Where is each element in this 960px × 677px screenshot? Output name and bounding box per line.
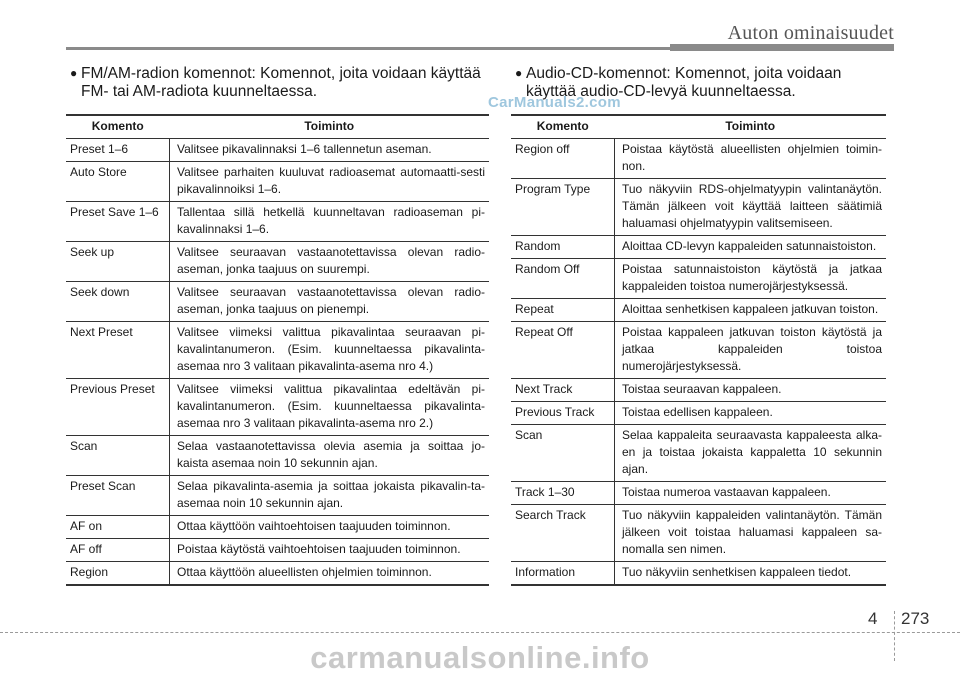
table-row xyxy=(66,282,489,322)
command-cell: Previous Preset xyxy=(66,379,170,436)
command-cell: Seek down xyxy=(66,282,170,322)
function-cell: Valitsee seuraavan vastaanotettavissa olevan radio-aseman, jonka taajuus on pienempi. xyxy=(170,282,490,322)
table-header-row xyxy=(66,115,489,139)
table-row xyxy=(66,436,489,476)
table-row xyxy=(511,139,886,179)
audio-cd-table-body xyxy=(511,139,886,586)
command-cell: Preset Scan xyxy=(66,476,170,516)
audio-cd-commands-section xyxy=(511,64,886,586)
audio-cd-intro xyxy=(511,64,886,114)
command-cell: Information xyxy=(511,562,615,586)
function-cell: Toistaa seuraavan kappaleen. xyxy=(615,379,887,402)
function-cell: Valitsee viimeksi valittua pikavalintaa seuraavan pi-kavalintanumeron. (Esim. kuunneltaessa pikavalinta-asemaa nro 3 valitaan pikavalinta-asema nro 4.) xyxy=(170,322,490,379)
function-cell: Valitsee pikavalinnaksi 1–6 tallennetun aseman. xyxy=(170,139,490,162)
command-cell: Region xyxy=(66,562,170,586)
table-row xyxy=(66,322,489,379)
table-row xyxy=(66,476,489,516)
table-row xyxy=(511,179,886,236)
site-footer-watermark: carmanualsonline.info xyxy=(310,640,650,675)
command-cell: Repeat xyxy=(511,299,615,322)
column-header-command: Komento xyxy=(66,115,170,139)
table-row xyxy=(511,322,886,379)
command-cell: Search Track xyxy=(511,505,615,562)
chapter-number: 4 xyxy=(868,609,878,628)
audio-cd-commands-table xyxy=(511,114,886,586)
page-number: 273 xyxy=(901,609,930,628)
fm-am-commands-section xyxy=(66,64,489,586)
table-row xyxy=(511,236,886,259)
bullet-icon: ● xyxy=(70,66,78,80)
fm-am-table-body xyxy=(66,139,489,586)
table-header-row xyxy=(511,115,886,139)
header-rule-accent xyxy=(670,44,894,51)
function-cell: Selaa kappaleita seuraavasta kappaleesta alka-en ja toistaa jokaista kappaletta 10 sekunnin ajan. xyxy=(615,425,887,482)
function-cell: Selaa vastaanotettavissa olevia asemia ja soittaa jo-kaista asemaa noin 10 sekunnin ajan. xyxy=(170,436,490,476)
function-cell: Poistaa kappaleen jatkuvan toiston käytöstä ja jatkaa kappaleiden toistoa numerojärjestyksessä. xyxy=(615,322,887,379)
table-row xyxy=(66,516,489,539)
command-cell: Auto Store xyxy=(66,162,170,202)
table-row xyxy=(66,562,489,586)
column-header-function: Toiminto xyxy=(615,115,887,139)
table-row xyxy=(511,402,886,425)
command-cell: Next Track xyxy=(511,379,615,402)
command-cell: Preset Save 1–6 xyxy=(66,202,170,242)
command-cell: Random Off xyxy=(511,259,615,299)
command-cell: Random xyxy=(511,236,615,259)
table-row xyxy=(511,562,886,586)
function-cell: Valitsee parhaiten kuuluvat radioasemat automaatti-sesti pikavalinnoiksi 1–6. xyxy=(170,162,490,202)
table-row xyxy=(511,299,886,322)
table-row xyxy=(66,139,489,162)
command-cell: Program Type xyxy=(511,179,615,236)
table-row xyxy=(511,425,886,482)
command-cell: AF off xyxy=(66,539,170,562)
column-header-function: Toiminto xyxy=(170,115,490,139)
fm-am-intro xyxy=(66,64,489,114)
command-cell: Next Preset xyxy=(66,322,170,379)
function-cell: Toistaa edellisen kappaleen. xyxy=(615,402,887,425)
command-cell: Preset 1–6 xyxy=(66,139,170,162)
column-header-command: Komento xyxy=(511,115,615,139)
command-cell: AF on xyxy=(66,516,170,539)
function-cell: Tuo näkyviin senhetkisen kappaleen tiedot. xyxy=(615,562,887,586)
fm-am-intro-text: FM/AM-radion komennot: Komennot, joita voidaan käyttää FM- tai AM-radiota kuunneltaessa. xyxy=(81,65,481,100)
bullet-icon: ● xyxy=(515,66,523,80)
watermark-text: CarManuals2.com xyxy=(488,94,621,111)
function-cell: Valitsee seuraavan vastaanotettavissa olevan radio-aseman, jonka taajuus on suurempi. xyxy=(170,242,490,282)
function-cell: Aloittaa senhetkisen kappaleen jatkuvan toiston. xyxy=(615,299,887,322)
function-cell: Poistaa käytöstä alueellisten ohjelmien toimin-non. xyxy=(615,139,887,179)
function-cell: Poistaa käytöstä vaihtoehtoisen taajuuden toiminnon. xyxy=(170,539,490,562)
table-row xyxy=(511,379,886,402)
table-row xyxy=(66,242,489,282)
command-cell: Track 1–30 xyxy=(511,482,615,505)
function-cell: Ottaa käyttöön alueellisten ohjelmien toiminnon. xyxy=(170,562,490,586)
command-cell: Previous Track xyxy=(511,402,615,425)
page-header-title: Auton ominaisuudet xyxy=(727,22,894,44)
command-cell: Scan xyxy=(511,425,615,482)
table-row xyxy=(511,482,886,505)
function-cell: Selaa pikavalinta-asemia ja soittaa jokaista pikavalin-ta-asemaa noin 10 sekunnin ajan. xyxy=(170,476,490,516)
table-row xyxy=(66,202,489,242)
function-cell: Tallentaa sillä hetkellä kuunneltavan radioaseman pi-kavalinnaksi 1–6. xyxy=(170,202,490,242)
command-cell: Seek up xyxy=(66,242,170,282)
audio-cd-intro-text: Audio-CD-komennot: Komennot, joita voidaan käyttää audio-CD-levyä kuunneltaessa. xyxy=(526,65,842,100)
table-row xyxy=(66,379,489,436)
command-cell: Region off xyxy=(511,139,615,179)
function-cell: Tuo näkyviin RDS-ohjelmatyypin valintanäytön. Tämän jälkeen voit käyttää laitteen säätimiä haluamasi ohjelmatyypin valitsemiseen. xyxy=(615,179,887,236)
function-cell: Tuo näkyviin kappaleiden valintanäytön. Tämän jälkeen voit toistaa haluamasi kappaleen sa-nomalla sen nimen. xyxy=(615,505,887,562)
function-cell: Poistaa satunnaistoiston käytöstä ja jatkaa kappaleiden toistoa numerojärjestyksessä. xyxy=(615,259,887,299)
function-cell: Aloittaa CD-levyn kappaleiden satunnaistoiston. xyxy=(615,236,887,259)
function-cell: Ottaa käyttöön vaihtoehtoisen taajuuden toiminnon. xyxy=(170,516,490,539)
function-cell: Valitsee viimeksi valittua pikavalintaa edeltävän pi-kavalintanumeron. (Esim. kuunneltaessa pikavalinta-asemaa nro 3 valitaan pikavalinta-asema nro 2.) xyxy=(170,379,490,436)
table-row xyxy=(511,259,886,299)
function-cell: Toistaa numeroa vastaavan kappaleen. xyxy=(615,482,887,505)
command-cell: Scan xyxy=(66,436,170,476)
footer-dashed-rule xyxy=(0,632,960,633)
command-cell: Repeat Off xyxy=(511,322,615,379)
table-row xyxy=(511,505,886,562)
table-row xyxy=(66,539,489,562)
table-row xyxy=(66,162,489,202)
fm-am-commands-table xyxy=(66,114,489,586)
